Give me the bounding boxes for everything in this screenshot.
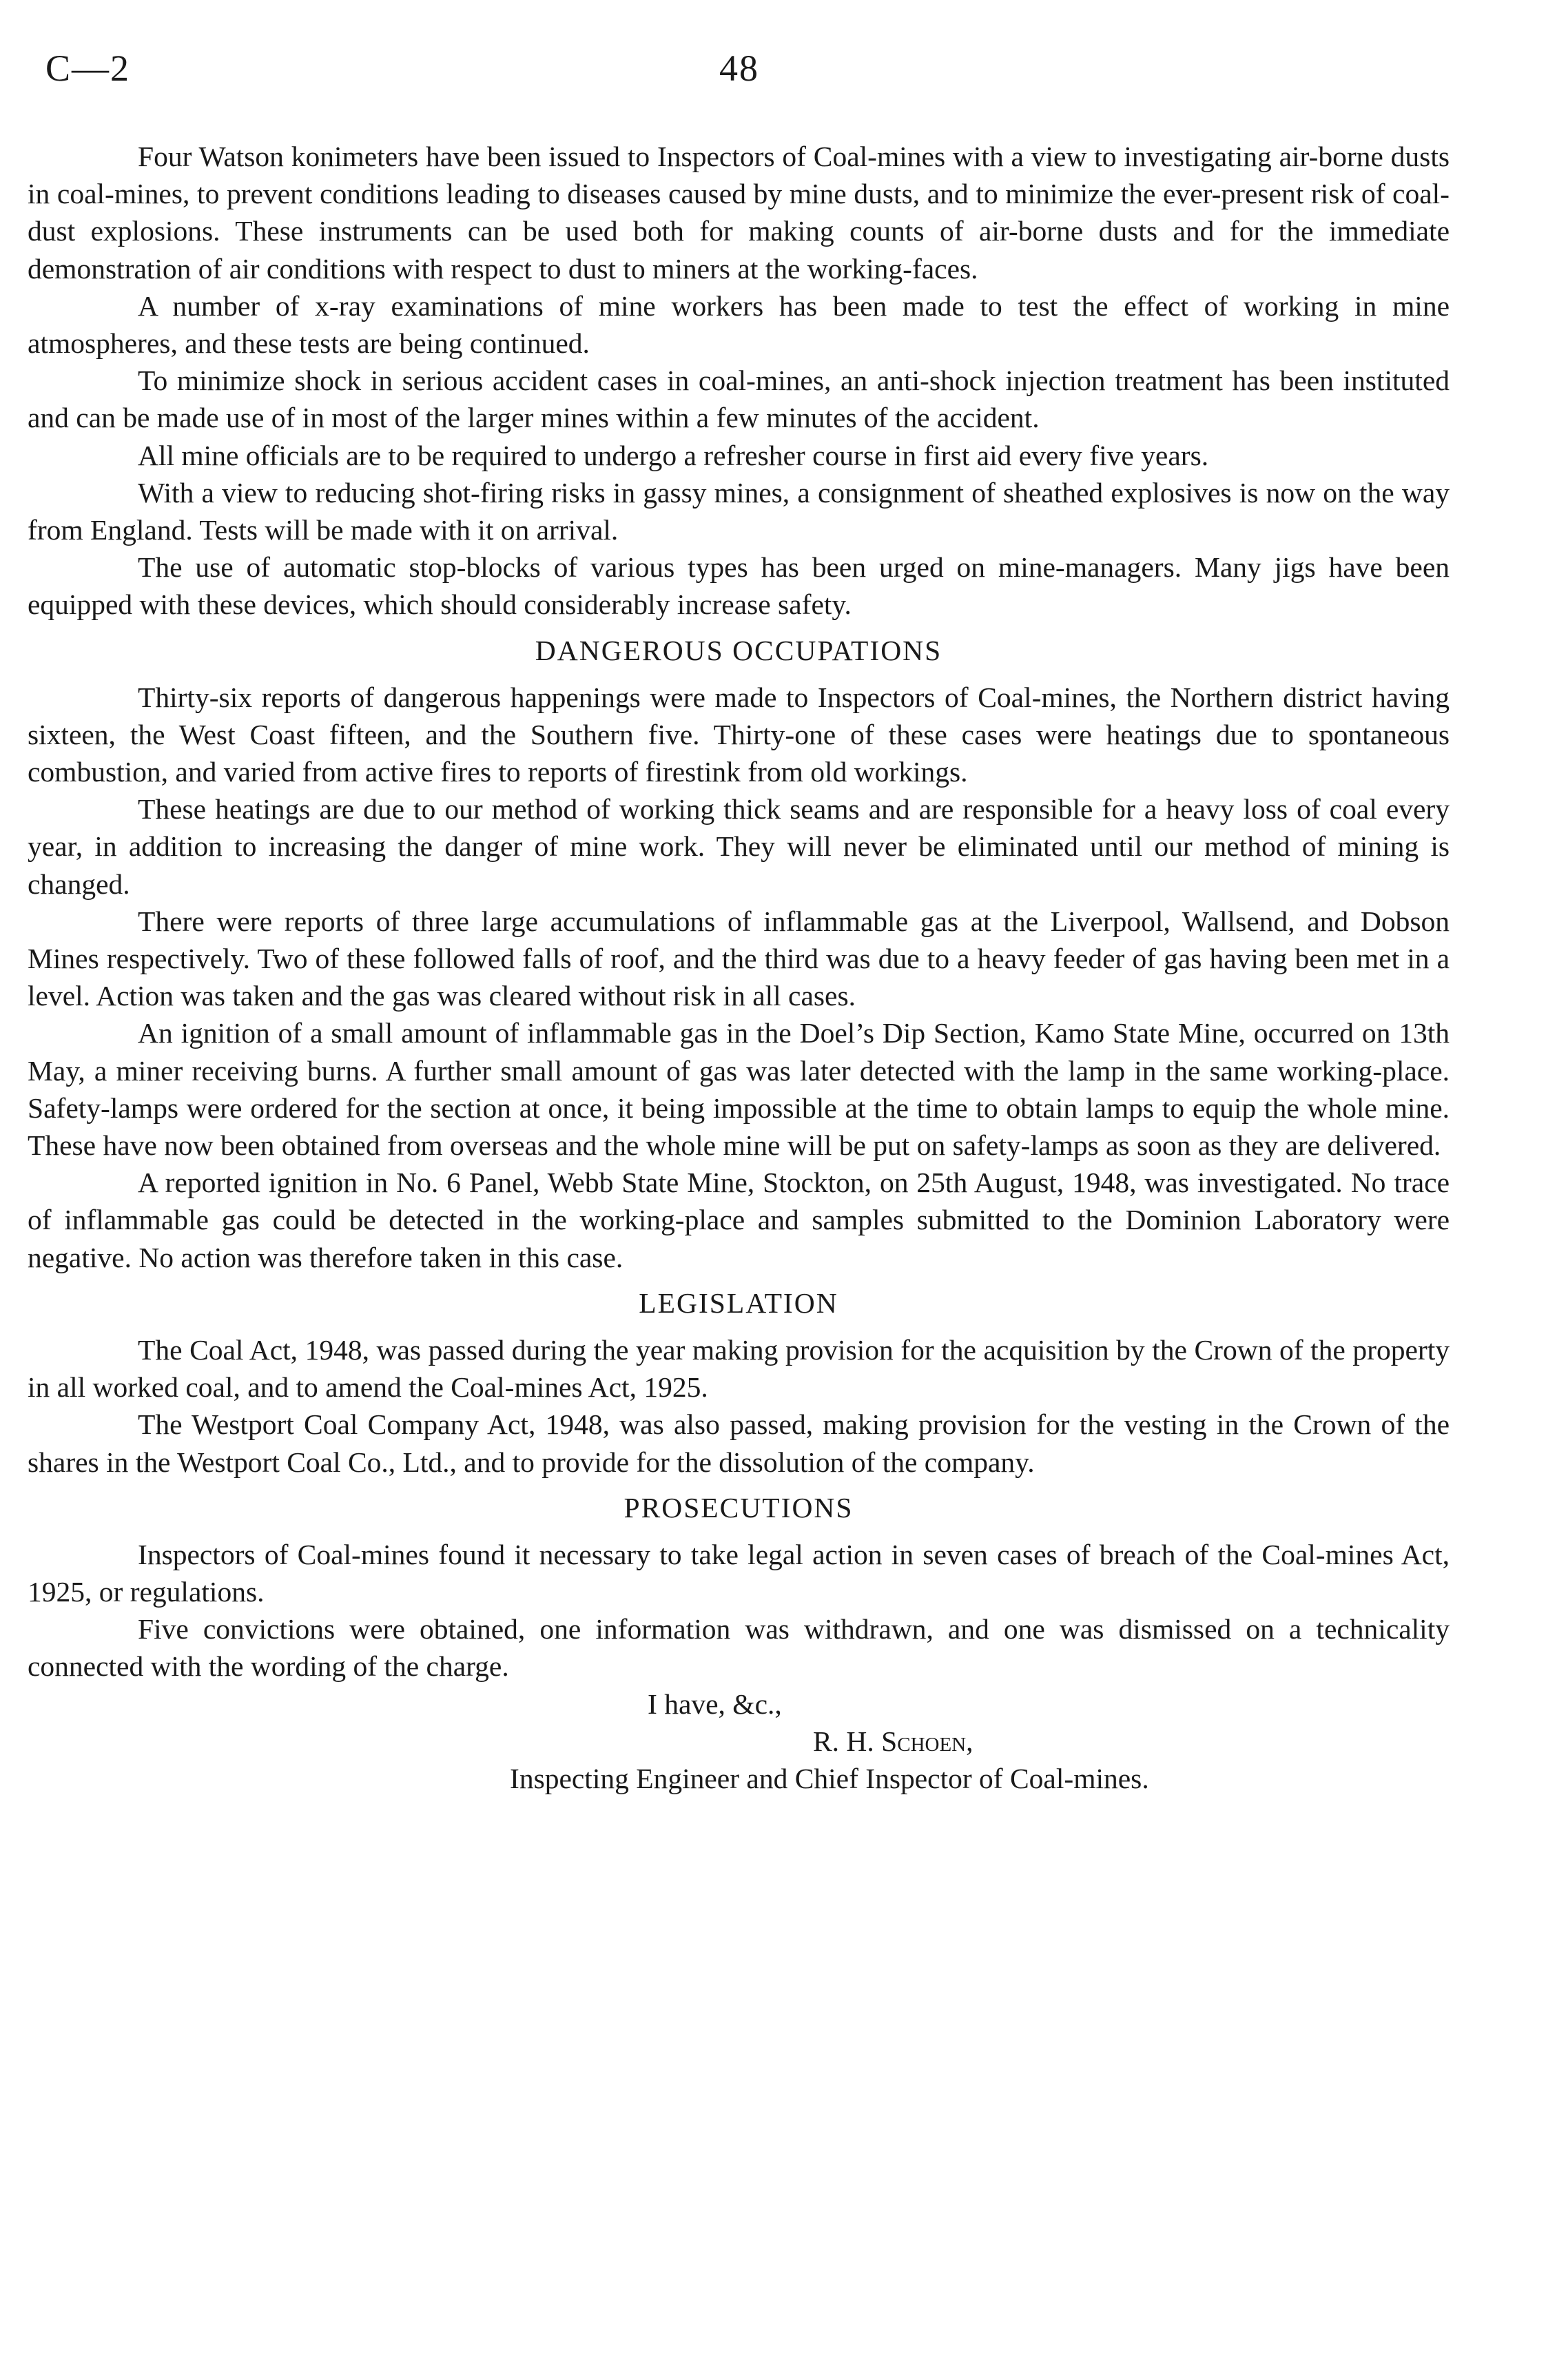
signature-initials: R. H. [813,1725,874,1757]
paragraph: Inspectors of Coal-mines found it necessary to take legal action in seven cases of breach of the Coal-mines Act, 1925, or regulations. [28,1538,1450,1608]
signature-title: Inspecting Engineer and Chief Inspector of Coal-mines. [510,1762,1149,1794]
signature-name [813,1723,973,1760]
paragraph: The Coal Act, 1948, was passed during the year making provision for the acquisition by the Crown of the property in all worked coal, and to amend the Coal-mines Act, 1925. [28,1333,1450,1404]
section-heading-prosecutions: PROSECUTIONS [623,1491,854,1524]
paragraph: These heatings are due to our method of working thick seams and are responsible for a heavy loss of coal every year, in addition to increasing the danger of mine work. They will never be eliminated until our method of mining is changed. [28,793,1450,900]
page-number: 48 [719,48,759,89]
paragraph: There were reports of three large accumulations of inflammable gas at the Liverpool, Wallsend, and Dobson Mines respectively. Two of these followed falls of roof, and the third was due to a heavy feeder of gas having been met in a level. Action was taken and the gas was cleared without risk in all cases. [28,905,1450,1012]
paragraph: Thirty-six reports of dangerous happenings were made to Inspectors of Coal-mines, the Northern district having sixteen, the West Coast fifteen, and the Southern five. Thirty-one of these cases were heatings due to spontaneous combustion, and varied from active fires to reports of firestink from old workings. [28,681,1450,788]
paragraph: Five convictions were obtained, one information was withdrawn, and one was dismissed on a technicality connected with the wording of the charge. [28,1613,1450,1683]
paragraph: With a view to reducing shot-firing risks in gassy mines, a consignment of sheathed explosives is now on the way from England. Tests will be made with it on arrival. [28,476,1450,546]
paragraph: A reported ignition in No. 6 Panel, Webb State Mine, Stockton, on 25th August, 1948, was investigated. No trace of inflammable gas could be detected in the working-place and samples submitted to the Dominion Laboratory were negative. No action was therefore taken in this case. [28,1167,1450,1273]
paragraph: A number of x-ray examinations of mine workers has been made to test the effect of working in mine atmospheres, and these tests are being continued. [28,289,1450,360]
section-code: C—2 [45,48,131,89]
paragraph: Four Watson konimeters have been issued to Inspectors of Coal-mines with a view to investigating air-borne dusts in coal-mines, to prevent conditions leading to diseases caused by mine dusts, and to minimize the ever-present risk of coal-dust explosions. These instruments can be used both for making counts of air-borne dusts and for the immediate demonstration of air conditions with respect to dust to miners at the working-faces. [28,141,1450,285]
paragraph: To minimize shock in serious accident cases in coal-mines, an anti-shock injection treatment has been instituted and can be made use of in most of the larger mines within a few minutes of the accident. [28,365,1450,434]
paragraph: The use of automatic stop-blocks of various types has been urged on mine-managers. Many jigs have been equipped with these devices, which should considerably increase safety. [28,551,1450,621]
signature-surname: Schoen, [881,1725,973,1757]
section-heading-legislation: LEGISLATION [639,1286,838,1319]
document-body [28,138,1450,1797]
signature-block [28,1685,1450,1797]
paragraph: An ignition of a small amount of inflammable gas in the Doel’s Dip Section, Kamo State Mine, occurred on 13th May, a miner receiving burns. A further small amount of gas was later detected with the lamp in the same working-place. Safety-lamps were ordered for the section at once, it being impossible at the time to obtain lamps to equip the whole mine. These have now been obtained from overseas and the whole mine will be put on safety-lamps as soon as they are delivered. [28,1017,1450,1162]
signature-closing: I have, &c., [648,1687,782,1720]
paragraph: All mine officials are to be required to undergo a refresher course in first aid every five years. [138,439,1209,471]
section-heading-dangerous-occupations: DANGEROUS OCCUPATIONS [535,634,942,666]
paragraph: The Westport Coal Company Act, 1948, was also passed, making provision for the vesting in the Crown of the shares in the Westport Coal Co., Ltd., and to provide for the dissolution of the company. [28,1408,1450,1478]
